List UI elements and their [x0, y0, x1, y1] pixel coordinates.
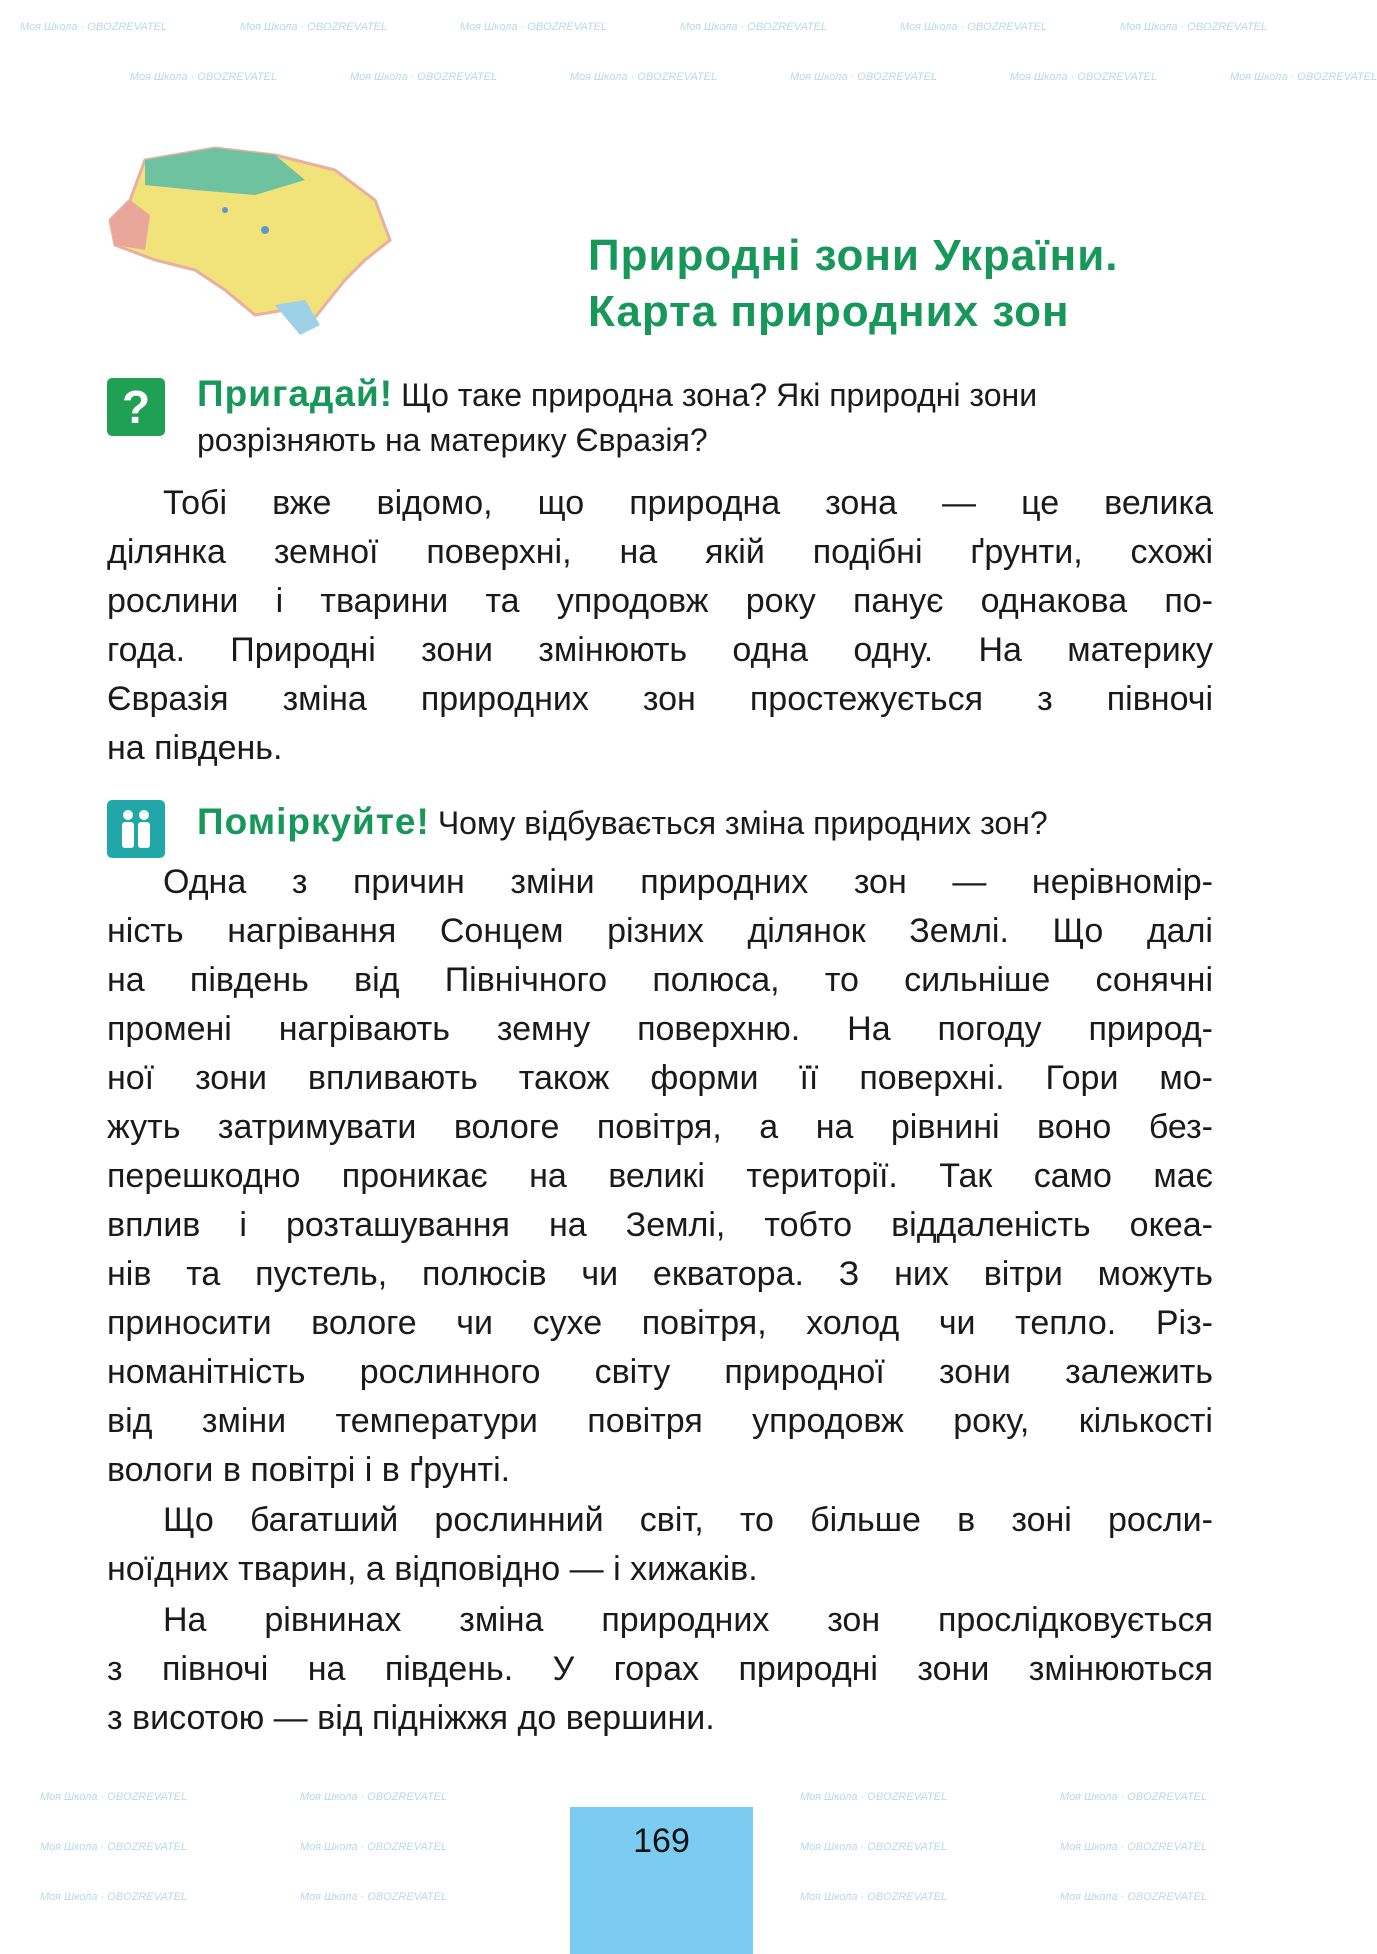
ukraine-map-image [105, 140, 395, 340]
watermark: Моя Школа · OBOZREVATEL [800, 1791, 948, 1803]
watermark: Моя Школа · OBOZREVATEL [40, 1791, 188, 1803]
watermark: Моя Школа · OBOZREVATEL [300, 1841, 448, 1853]
text-line: вологи в повітрі і в ґрунті. [107, 1451, 511, 1489]
think-line [197, 800, 1048, 845]
text-line: На рівнинах зміна природних зон прослідковується [163, 1601, 1213, 1639]
think-icon [107, 800, 165, 858]
watermark: Моя Школа · OBOZREVATEL [300, 1791, 448, 1803]
watermark: Моя Школа · OBOZREVATEL [300, 1891, 448, 1903]
question-icon: ? [107, 378, 165, 436]
watermark: Моя Школа · OBOZREVATEL [1120, 21, 1268, 33]
text-line: на південь. [107, 729, 283, 767]
text-line: перешкодно проникає на великі території. Так само має [107, 1157, 1213, 1195]
watermark: Моя Школа · OBOZREVATEL [1230, 71, 1377, 83]
watermark: Моя Школа · OBOZREVATEL [40, 1891, 188, 1903]
text-line: ділянка земної поверхні, на якій подібні ґрунти, схожі [107, 533, 1213, 571]
remember-label: Пригадай! [197, 373, 394, 414]
text-line: з висотою — від підніжжя до вершини. [107, 1699, 715, 1737]
watermark: Моя Школа · OBOZREVATEL [790, 71, 938, 83]
watermark: Моя Школа · OBOZREVATEL [1060, 1791, 1208, 1803]
watermark: Моя Школа · OBOZREVATEL [1010, 71, 1158, 83]
text-line: приносити вологе чи сухе повітря, холод чи тепло. Різ- [107, 1304, 1213, 1342]
text-line: Одна з причин зміни природних зон — нерівномір- [163, 863, 1213, 901]
text-line: на південь від Північного полюса, то сильніше сонячні [107, 961, 1213, 999]
text-line: з півночі на південь. У горах природні зони змінюються [107, 1650, 1213, 1688]
watermark: Моя Школа · OBOZREVATEL [680, 21, 828, 33]
text-line: ність нагрівання Сонцем різних ділянок Землі. Що далі [107, 912, 1213, 950]
text-line: від зміни температури повітря упродовж року, кількості [107, 1402, 1213, 1440]
remember-text: Що таке природна зона? Які природні зони [401, 377, 1038, 413]
watermark: Моя Школа · OBOZREVATEL [900, 21, 1048, 33]
watermark: Моя Школа · OBOZREVATEL [570, 71, 718, 83]
text-line: Що багатший рослинний світ, то більше в зоні росли- [163, 1501, 1213, 1539]
text-line: номанітність рослинного світу природної зони залежить [107, 1353, 1213, 1391]
watermark: Моя Школа · OBOZREVATEL [800, 1891, 948, 1903]
watermark: Моя Школа · OBOZREVATEL [40, 1841, 188, 1853]
watermark: Моя Школа · OBOZREVATEL [1060, 1891, 1208, 1903]
watermark: Моя Школа · OBOZREVATEL [1060, 1841, 1208, 1853]
remember-line-1 [197, 372, 1037, 417]
text-line: года. Природні зони змінюють одна одну. На материку [107, 631, 1213, 669]
text-line: ноїдних тварин, а відповідно — і хижаків. [107, 1550, 758, 1588]
page-number: 169 [633, 1822, 690, 1860]
watermark: Моя Школа · OBOZREVATEL [350, 71, 498, 83]
watermark: Моя Школа · OBOZREVATEL [130, 71, 278, 83]
text-line: вплив і розташування на Землі, тобто віддаленість океа- [107, 1206, 1213, 1244]
watermark: Моя Школа · OBOZREVATEL [800, 1841, 948, 1853]
text-line: жуть затримувати вологе повітря, а на рівнині воно без- [107, 1108, 1213, 1146]
text-line: промені нагрівають земну поверхню. На погоду природ- [107, 1010, 1213, 1048]
text-line: Тобі вже відомо, що природна зона — це велика [163, 484, 1213, 522]
think-label: Поміркуйте! [197, 801, 430, 842]
text-line: ної зони впливають також форми її поверхні. Гори мо- [107, 1059, 1213, 1097]
watermark: Моя Школа · OBOZREVATEL [20, 21, 168, 33]
title-line-1: Природні зони України. [588, 231, 1119, 280]
watermark: Моя Школа · OBOZREVATEL [460, 21, 608, 33]
text-line: нів та пустель, полюсів чи екватора. З них вітри можуть [107, 1255, 1213, 1293]
text-line: рослини і тварини та упродовж року панує однакова по- [107, 582, 1213, 620]
page-title [588, 228, 1118, 340]
title-line-2: Карта природних зон [588, 287, 1070, 336]
think-text: Чому відбувається зміна природних зон? [437, 805, 1048, 841]
remember-line-2: розрізняють на материку Євразія? [197, 422, 708, 458]
text-line: Євразія зміна природних зон простежується з півночі [107, 680, 1213, 718]
watermark: Моя Школа · OBOZREVATEL [240, 21, 388, 33]
